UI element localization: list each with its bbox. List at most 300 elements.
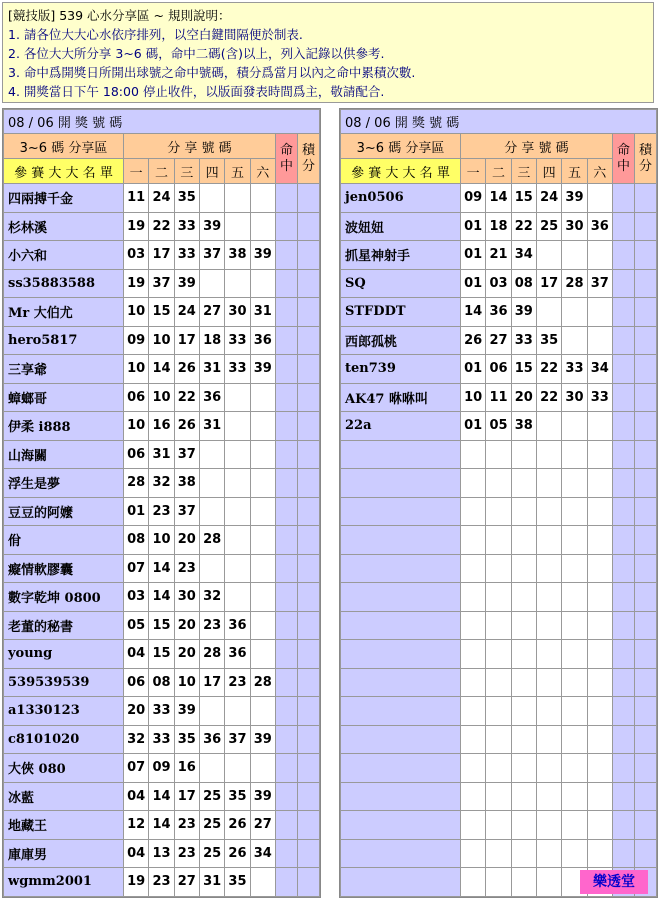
share-number: 31 xyxy=(149,440,174,469)
score-cell xyxy=(634,668,656,697)
hit-cell xyxy=(612,355,634,384)
table-row xyxy=(4,326,320,355)
share-number: 20 xyxy=(174,640,199,669)
hit-cell xyxy=(275,526,297,555)
hit-cell xyxy=(612,725,634,754)
share-number: 27 xyxy=(486,326,511,355)
share-number xyxy=(486,526,511,555)
share-number xyxy=(587,298,612,327)
participant-name: 西郎孤桃 xyxy=(341,326,461,355)
participant-name: AK47 咻咻叫 xyxy=(341,383,461,412)
column-header: 四 xyxy=(536,159,561,184)
participant-name: 老董的秘書 xyxy=(4,611,124,640)
column-header: 六 xyxy=(250,159,275,184)
share-number: 33 xyxy=(174,212,199,241)
score-cell xyxy=(297,212,319,241)
table-row xyxy=(4,554,320,583)
participant-name xyxy=(341,583,461,612)
score-cell xyxy=(634,782,656,811)
share-number xyxy=(250,868,275,897)
notice-title: [競技版] 539 心水分享區 ~ 規則說明： xyxy=(8,8,231,23)
column-header: 二 xyxy=(149,159,174,184)
share-number: 25 xyxy=(199,839,224,868)
hit-cell xyxy=(612,440,634,469)
share-number xyxy=(511,782,536,811)
share-number: 31 xyxy=(199,355,224,384)
share-number: 39 xyxy=(174,697,199,726)
share-number: 06 xyxy=(124,440,149,469)
score-cell xyxy=(634,298,656,327)
share-number xyxy=(511,497,536,526)
share-number: 36 xyxy=(486,298,511,327)
share-number: 14 xyxy=(149,811,174,840)
share-number xyxy=(225,697,250,726)
hit-cell xyxy=(612,526,634,555)
share-number xyxy=(486,469,511,498)
share-number xyxy=(511,811,536,840)
share-number xyxy=(461,554,486,583)
share-number: 39 xyxy=(174,269,199,298)
score-cell xyxy=(634,383,656,412)
share-number xyxy=(562,298,587,327)
share-number: 20 xyxy=(511,383,536,412)
share-number: 05 xyxy=(486,412,511,441)
table-row xyxy=(4,811,320,840)
notice-rule-1: 1. 請各位大大心水依序排列，以空白鍵間隔便於制表. xyxy=(8,27,303,42)
participant-header: 參 賽 大 大 名 單 xyxy=(4,159,124,184)
participant-name: 22a xyxy=(341,412,461,441)
share-number xyxy=(225,469,250,498)
score-cell xyxy=(297,754,319,783)
hit-cell xyxy=(612,212,634,241)
share-number: 37 xyxy=(199,241,224,270)
share-number xyxy=(536,725,561,754)
share-number xyxy=(225,440,250,469)
share-number xyxy=(225,269,250,298)
share-number xyxy=(536,868,561,897)
share-number: 16 xyxy=(174,754,199,783)
participant-name: 抓星神射手 xyxy=(341,241,461,270)
score-cell xyxy=(634,839,656,868)
share-number xyxy=(461,725,486,754)
table-row xyxy=(341,469,657,498)
hit-cell xyxy=(275,212,297,241)
share-number xyxy=(587,611,612,640)
share-number xyxy=(199,554,224,583)
left-share-panel xyxy=(2,108,321,898)
score-cell xyxy=(297,412,319,441)
share-number: 14 xyxy=(149,355,174,384)
share-number xyxy=(250,269,275,298)
hit-cell xyxy=(275,241,297,270)
share-number xyxy=(511,868,536,897)
share-number: 04 xyxy=(124,839,149,868)
share-number: 36 xyxy=(587,212,612,241)
site-logo[interactable]: 樂透堂 xyxy=(580,870,648,894)
share-number: 13 xyxy=(149,839,174,868)
table-row xyxy=(341,326,657,355)
share-number xyxy=(199,469,224,498)
share-number xyxy=(587,412,612,441)
participant-name xyxy=(341,554,461,583)
table-row xyxy=(341,212,657,241)
participant-name xyxy=(341,668,461,697)
participant-name: 伊柔 i888 xyxy=(4,412,124,441)
participant-name: ss35883588 xyxy=(4,269,124,298)
participant-name: jen0506 xyxy=(341,184,461,213)
share-number: 36 xyxy=(199,725,224,754)
share-number: 14 xyxy=(461,298,486,327)
participant-name xyxy=(341,469,461,498)
table-row xyxy=(341,526,657,555)
share-number: 28 xyxy=(124,469,149,498)
score-cell xyxy=(297,811,319,840)
hit-cell xyxy=(275,554,297,583)
share-number xyxy=(486,868,511,897)
share-number: 04 xyxy=(124,640,149,669)
share-table xyxy=(340,109,657,897)
participant-name: hero5817 xyxy=(4,326,124,355)
share-number xyxy=(587,640,612,669)
hit-cell xyxy=(612,640,634,669)
score-cell xyxy=(634,697,656,726)
share-number: 23 xyxy=(174,554,199,583)
table-row xyxy=(341,554,657,583)
column-header: 二 xyxy=(486,159,511,184)
share-number xyxy=(250,412,275,441)
share-number: 39 xyxy=(199,212,224,241)
share-number xyxy=(536,754,561,783)
participant-name: wgmm2001 xyxy=(4,868,124,897)
share-number: 01 xyxy=(461,412,486,441)
share-number: 33 xyxy=(225,355,250,384)
hit-cell xyxy=(612,269,634,298)
share-number xyxy=(461,697,486,726)
share-number: 14 xyxy=(149,554,174,583)
participant-name: 佾 xyxy=(4,526,124,555)
hit-cell xyxy=(612,412,634,441)
table-row xyxy=(341,383,657,412)
share-number: 19 xyxy=(124,212,149,241)
hit-cell xyxy=(612,298,634,327)
participant-name: ten739 xyxy=(341,355,461,384)
share-number: 06 xyxy=(124,668,149,697)
share-number: 33 xyxy=(587,383,612,412)
table-row xyxy=(4,668,320,697)
share-number xyxy=(250,697,275,726)
score-cell xyxy=(634,241,656,270)
table-row xyxy=(341,355,657,384)
share-number xyxy=(587,583,612,612)
share-number: 22 xyxy=(536,355,561,384)
share-number xyxy=(225,412,250,441)
hit-cell xyxy=(275,839,297,868)
share-number: 22 xyxy=(149,212,174,241)
hit-cell xyxy=(275,326,297,355)
share-number xyxy=(587,811,612,840)
participant-name: 三享爺 xyxy=(4,355,124,384)
share-number xyxy=(511,668,536,697)
hit-cell xyxy=(275,725,297,754)
share-number xyxy=(486,811,511,840)
share-number: 39 xyxy=(250,725,275,754)
notice-rule-4: 4. 開獎當日下午 18:00 停止收件，以版面發表時間爲主，敬請配合. xyxy=(8,84,385,99)
hit-header: 命中 xyxy=(275,134,297,184)
share-number: 10 xyxy=(124,412,149,441)
share-number: 08 xyxy=(511,269,536,298)
hit-cell xyxy=(275,469,297,498)
share-number: 32 xyxy=(124,725,149,754)
share-number: 24 xyxy=(149,184,174,213)
participant-name: 杉林溪 xyxy=(4,212,124,241)
share-number: 26 xyxy=(225,839,250,868)
notice-rule-2: 2. 各位大大所分享 3~6 碼，命中二碼(含)以上，列入記錄以供參考. xyxy=(8,46,385,61)
column-header: 一 xyxy=(461,159,486,184)
hit-cell xyxy=(612,583,634,612)
share-number: 10 xyxy=(124,355,149,384)
share-number xyxy=(511,526,536,555)
share-number xyxy=(511,440,536,469)
hit-cell xyxy=(275,184,297,213)
share-number: 34 xyxy=(511,241,536,270)
share-number xyxy=(536,526,561,555)
share-number xyxy=(199,497,224,526)
column-header: 一 xyxy=(124,159,149,184)
table-row xyxy=(341,583,657,612)
share-number: 01 xyxy=(461,241,486,270)
participant-name xyxy=(341,754,461,783)
share-number xyxy=(562,839,587,868)
share-number xyxy=(536,583,561,612)
table-row xyxy=(4,526,320,555)
share-number xyxy=(536,412,561,441)
share-number xyxy=(562,697,587,726)
share-number: 36 xyxy=(225,640,250,669)
share-number xyxy=(225,526,250,555)
score-cell xyxy=(634,725,656,754)
share-number xyxy=(250,526,275,555)
share-number xyxy=(536,668,561,697)
participant-name xyxy=(341,611,461,640)
rules-notice xyxy=(2,2,654,103)
share-number: 37 xyxy=(174,497,199,526)
share-number: 39 xyxy=(250,355,275,384)
score-cell xyxy=(634,326,656,355)
share-number: 26 xyxy=(174,412,199,441)
table-row xyxy=(341,412,657,441)
share-number xyxy=(486,725,511,754)
share-number: 23 xyxy=(174,839,199,868)
share-number xyxy=(486,697,511,726)
share-number: 33 xyxy=(149,697,174,726)
share-number: 24 xyxy=(536,184,561,213)
hit-cell xyxy=(612,839,634,868)
share-number: 15 xyxy=(149,298,174,327)
share-number xyxy=(587,326,612,355)
participant-name xyxy=(341,782,461,811)
share-numbers-label: 分 享 號 碼 xyxy=(124,134,276,159)
hit-cell xyxy=(275,668,297,697)
table-row xyxy=(4,754,320,783)
share-number: 33 xyxy=(511,326,536,355)
share-number xyxy=(562,526,587,555)
participant-name: 數字乾坤 0800 xyxy=(4,583,124,612)
column-header: 五 xyxy=(562,159,587,184)
score-cell xyxy=(297,839,319,868)
share-number xyxy=(461,868,486,897)
share-number xyxy=(461,497,486,526)
table-row xyxy=(4,868,320,897)
hit-cell xyxy=(612,611,634,640)
share-number xyxy=(461,611,486,640)
draw-date: 08 / 06 開 獎 號 碼 xyxy=(341,110,657,134)
table-row xyxy=(4,269,320,298)
share-number: 36 xyxy=(225,611,250,640)
share-number: 14 xyxy=(486,184,511,213)
hit-header: 命中 xyxy=(612,134,634,184)
share-number: 25 xyxy=(199,811,224,840)
participant-name: young xyxy=(4,640,124,669)
share-number: 33 xyxy=(149,725,174,754)
table-row xyxy=(4,583,320,612)
score-cell xyxy=(297,355,319,384)
share-number: 24 xyxy=(174,298,199,327)
hit-cell xyxy=(275,497,297,526)
share-number xyxy=(250,583,275,612)
share-number: 34 xyxy=(587,355,612,384)
share-number xyxy=(486,754,511,783)
share-number xyxy=(461,526,486,555)
share-number: 16 xyxy=(149,412,174,441)
hit-cell xyxy=(612,754,634,783)
share-number xyxy=(562,583,587,612)
table-row xyxy=(341,725,657,754)
share-number: 17 xyxy=(174,782,199,811)
share-number: 14 xyxy=(149,583,174,612)
table-row xyxy=(4,469,320,498)
share-number xyxy=(250,497,275,526)
score-cell xyxy=(297,383,319,412)
share-number: 35 xyxy=(225,868,250,897)
score-cell xyxy=(634,754,656,783)
share-number xyxy=(199,269,224,298)
share-number: 30 xyxy=(174,583,199,612)
column-header: 四 xyxy=(199,159,224,184)
share-number xyxy=(562,326,587,355)
share-number: 15 xyxy=(149,640,174,669)
share-number: 39 xyxy=(511,298,536,327)
share-number xyxy=(536,241,561,270)
share-number xyxy=(486,440,511,469)
share-number xyxy=(511,469,536,498)
share-number xyxy=(587,697,612,726)
table-row xyxy=(4,383,320,412)
share-number: 25 xyxy=(199,782,224,811)
share-number: 07 xyxy=(124,554,149,583)
share-number xyxy=(562,811,587,840)
score-cell xyxy=(634,269,656,298)
share-number: 31 xyxy=(199,412,224,441)
share-number xyxy=(461,668,486,697)
share-number: 23 xyxy=(199,611,224,640)
share-number: 35 xyxy=(225,782,250,811)
share-number xyxy=(250,212,275,241)
hit-cell xyxy=(275,383,297,412)
share-number: 31 xyxy=(199,868,224,897)
draw-date: 08 / 06 開 獎 號 碼 xyxy=(4,110,320,134)
share-number: 35 xyxy=(174,184,199,213)
share-number xyxy=(536,440,561,469)
share-number xyxy=(511,725,536,754)
score-cell xyxy=(634,355,656,384)
share-number xyxy=(536,611,561,640)
participant-name: 冰藍 xyxy=(4,782,124,811)
hit-cell xyxy=(612,184,634,213)
share-number: 17 xyxy=(149,241,174,270)
share-number xyxy=(587,554,612,583)
participant-name: c8101020 xyxy=(4,725,124,754)
share-number: 10 xyxy=(461,383,486,412)
share-number xyxy=(536,811,561,840)
share-number: 39 xyxy=(562,184,587,213)
hit-cell xyxy=(612,326,634,355)
share-number xyxy=(225,583,250,612)
share-number xyxy=(225,754,250,783)
table-row xyxy=(4,611,320,640)
share-number xyxy=(250,469,275,498)
participant-name: Mr 大伯尤 xyxy=(4,298,124,327)
share-number: 26 xyxy=(225,811,250,840)
share-number xyxy=(511,754,536,783)
share-number: 37 xyxy=(225,725,250,754)
hit-cell xyxy=(612,469,634,498)
share-number xyxy=(587,469,612,498)
share-number xyxy=(225,383,250,412)
share-number xyxy=(587,526,612,555)
score-cell xyxy=(297,326,319,355)
share-number: 27 xyxy=(199,298,224,327)
hit-cell xyxy=(275,269,297,298)
participant-name xyxy=(341,839,461,868)
share-number xyxy=(511,697,536,726)
column-header: 三 xyxy=(511,159,536,184)
participant-name xyxy=(341,640,461,669)
share-number: 31 xyxy=(250,298,275,327)
share-number xyxy=(562,497,587,526)
table-row xyxy=(4,298,320,327)
share-number: 18 xyxy=(486,212,511,241)
notice-rule-3: 3. 命中爲開獎日所開出球號之命中號碼，積分爲當月以內之命中累積次數. xyxy=(8,65,416,80)
share-number: 35 xyxy=(536,326,561,355)
share-number xyxy=(587,184,612,213)
score-cell xyxy=(297,583,319,612)
score-cell xyxy=(634,212,656,241)
share-number: 01 xyxy=(461,355,486,384)
table-row xyxy=(341,839,657,868)
table-row xyxy=(4,212,320,241)
share-number: 10 xyxy=(149,383,174,412)
share-number xyxy=(536,697,561,726)
share-number: 22 xyxy=(174,383,199,412)
table-row xyxy=(4,440,320,469)
hit-cell xyxy=(612,497,634,526)
share-number: 01 xyxy=(461,269,486,298)
share-number: 05 xyxy=(124,611,149,640)
share-number: 17 xyxy=(174,326,199,355)
share-number: 15 xyxy=(511,355,536,384)
share-number xyxy=(562,668,587,697)
share-number xyxy=(199,754,224,783)
